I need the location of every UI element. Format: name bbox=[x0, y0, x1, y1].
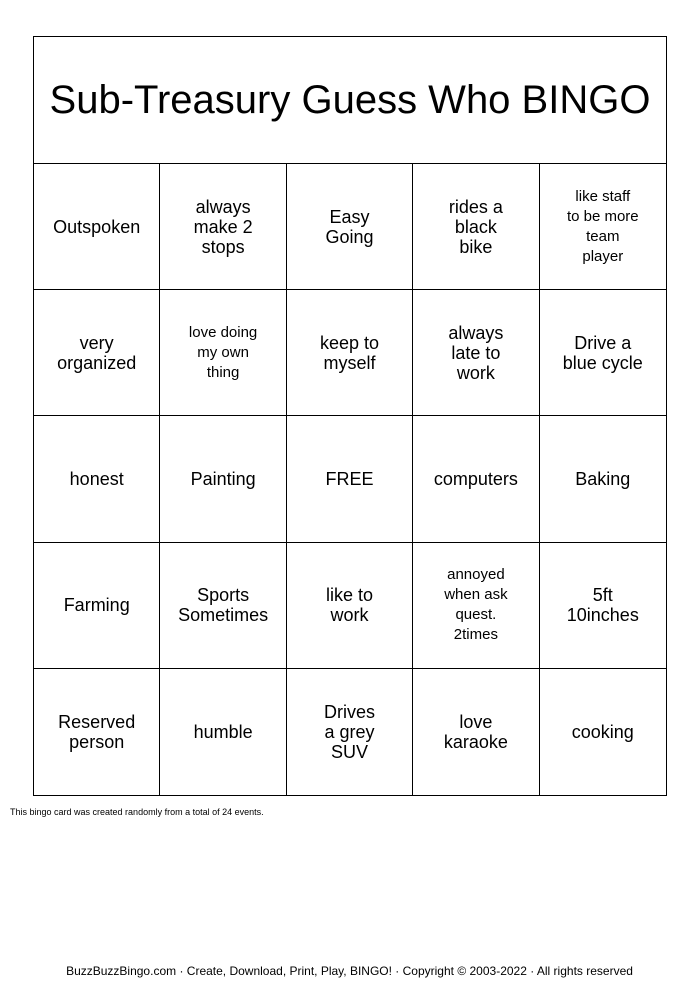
bingo-cell-r2-c4 bbox=[413, 290, 539, 416]
bingo-cell-r3-c2 bbox=[160, 416, 286, 542]
bingo-cell-text: keep to myself bbox=[319, 332, 380, 373]
bingo-cell-text: Reserved person bbox=[58, 711, 136, 752]
bingo-cell-r2-c5 bbox=[540, 290, 666, 416]
bingo-cell-text: cooking bbox=[571, 721, 634, 742]
bingo-cell-r5-c1 bbox=[34, 669, 160, 795]
title-box bbox=[34, 37, 666, 164]
bingo-cell-text: annoyed when ask quest. 2times bbox=[444, 566, 508, 644]
bingo-cell-r1-c3 bbox=[287, 164, 413, 290]
bingo-cell-text: FREE bbox=[325, 468, 374, 489]
bingo-cell-r5-c5 bbox=[540, 669, 666, 795]
bingo-card bbox=[33, 36, 667, 796]
bingo-cell-r1-c1 bbox=[34, 164, 160, 290]
bingo-cell-text: very organized bbox=[57, 332, 137, 373]
bingo-cell-text: Outspoken bbox=[53, 216, 141, 237]
bingo-cell-r1-c5 bbox=[540, 164, 666, 290]
bingo-cell-text: love doing my own thing bbox=[188, 323, 258, 381]
bingo-cell-r3-c4 bbox=[413, 416, 539, 542]
bingo-cell-text: rides a black bike bbox=[448, 196, 503, 257]
bingo-cell-text: honest bbox=[69, 468, 124, 489]
bingo-cell-text: Sports Sometimes bbox=[178, 585, 269, 626]
bingo-cell-text: always make 2 stops bbox=[193, 196, 253, 257]
bingo-cell-r1-c2 bbox=[160, 164, 286, 290]
bingo-cell-r2-c2 bbox=[160, 290, 286, 416]
bingo-cell-r5-c2 bbox=[160, 669, 286, 795]
bingo-cell-r1-c4 bbox=[413, 164, 539, 290]
bingo-cell-text: Baking bbox=[575, 468, 631, 489]
bingo-cell-text: love karaoke bbox=[443, 711, 508, 752]
bingo-cell-text: humble bbox=[193, 721, 253, 742]
bingo-cell-text: always late to work bbox=[448, 322, 504, 383]
bingo-cell-r3-c1 bbox=[34, 416, 160, 542]
footer: BuzzBuzzBingo.com · Create, Download, Print, Play, BINGO! · Copyright © 2003-2022 · All rights reserved bbox=[66, 964, 633, 978]
bingo-cell-r4-c4 bbox=[413, 543, 539, 669]
bingo-cell-text: Easy Going bbox=[325, 206, 374, 247]
bingo-cell-text: 5ft 10inches bbox=[566, 585, 639, 626]
bingo-cell-text: Farming bbox=[63, 595, 130, 616]
bingo-cell-text: Drives a grey SUV bbox=[323, 701, 375, 762]
bingo-cell-r3-c5 bbox=[540, 416, 666, 542]
bingo-cell-r5-c3 bbox=[287, 669, 413, 795]
bingo-cell-text: like to work bbox=[325, 585, 373, 626]
bingo-cell-text: Drive a blue cycle bbox=[562, 332, 643, 373]
bingo-cell-text: like staff to be more team player bbox=[566, 187, 639, 265]
bingo-cell-r5-c4 bbox=[413, 669, 539, 795]
card-title: Sub-Treasury Guess Who BINGO bbox=[49, 78, 651, 122]
bingo-grid bbox=[34, 164, 666, 795]
bingo-cell-text: computers bbox=[433, 468, 518, 489]
bingo-cell-r4-c3 bbox=[287, 543, 413, 669]
bingo-cell-r3-c3 bbox=[287, 416, 413, 542]
bingo-cell-r2-c3 bbox=[287, 290, 413, 416]
bingo-cell-r4-c1 bbox=[34, 543, 160, 669]
footnote: This bingo card was created randomly from a total of 24 events. bbox=[10, 807, 264, 817]
bingo-cell-r2-c1 bbox=[34, 290, 160, 416]
bingo-cell-r4-c2 bbox=[160, 543, 286, 669]
bingo-cell-text: Painting bbox=[190, 468, 256, 489]
bingo-cell-r4-c5 bbox=[540, 543, 666, 669]
